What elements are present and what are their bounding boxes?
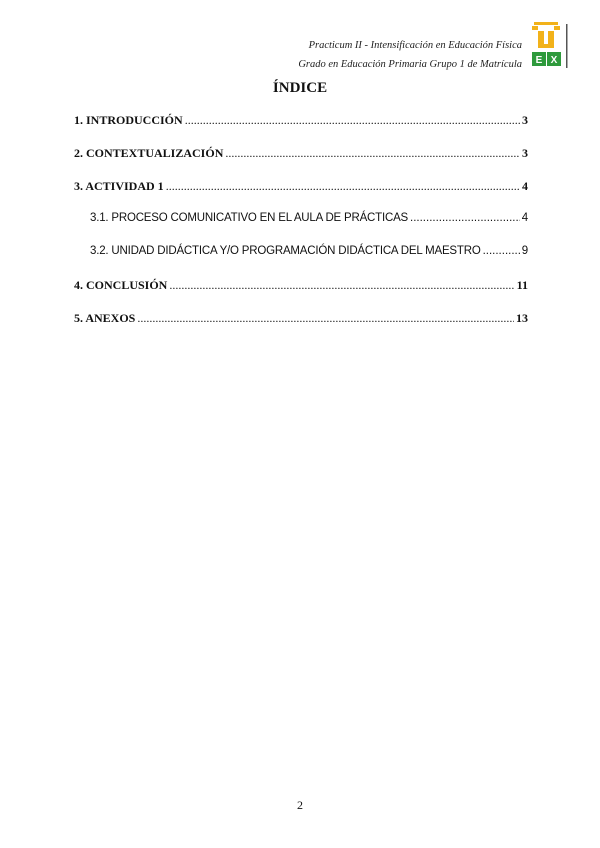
toc-entry-contextualizacion[interactable] [74,146,528,179]
toc-entry-page: 3 [522,113,528,127]
toc-entry-actividad-1[interactable] [74,179,528,212]
toc-entry-proceso-comunicativo[interactable] [74,212,528,245]
toc-leader [185,113,520,128]
toc-entry-page: 4 [521,212,528,224]
table-of-contents [74,113,528,344]
toc-entry-page: 9 [521,245,528,257]
toc-leader [225,146,520,161]
toc-leader [483,245,520,257]
header-degree: Grado en Educación Primaria Grupo 1 de Matrícula [298,59,522,70]
toc-entry-introduccion[interactable] [74,113,528,146]
toc-leader [166,179,520,194]
toc-entry-label: 2. CONTEXTUALIZACIÓN [74,146,224,160]
toc-leader [410,212,520,224]
toc-entry-unidad-didactica[interactable] [74,245,528,278]
toc-entry-label: 3.2. UNIDAD DIDÁCTICA Y/O PROGRAMACIÓN DIDÁCTICA DEL MAESTRO [90,245,481,257]
index-title: ÍNDICE [272,80,328,96]
toc-entry-label: 1. INTRODUCCIÓN [74,113,183,127]
toc-entry-label: 3.1. PROCESO COMUNICATIVO EN EL AULA DE PRÁCTICAS [90,212,409,224]
toc-entry-page: 3 [522,146,528,160]
svg-text:E: E [535,55,543,66]
toc-entry-label: 4. CONCLUSIÓN [74,278,168,292]
toc-entry-label: 5. ANEXOS [74,311,136,325]
toc-entry-anexos[interactable] [74,311,528,344]
svg-text:X: X [550,55,558,66]
toc-entry-page: 11 [516,278,528,292]
toc-entry-label: 3. ACTIVIDAD 1 [74,179,164,193]
toc-entry-page: 4 [522,179,528,193]
toc-leader [169,278,514,293]
header-course: Practicum II - Intensificación en Educación Física [308,40,522,51]
toc-leader [137,311,514,326]
page-number: 2 [297,798,303,812]
university-logo [530,18,574,74]
toc-entry-conclusion[interactable] [74,278,528,311]
page-header [298,36,522,74]
toc-entry-page: 13 [516,311,528,325]
